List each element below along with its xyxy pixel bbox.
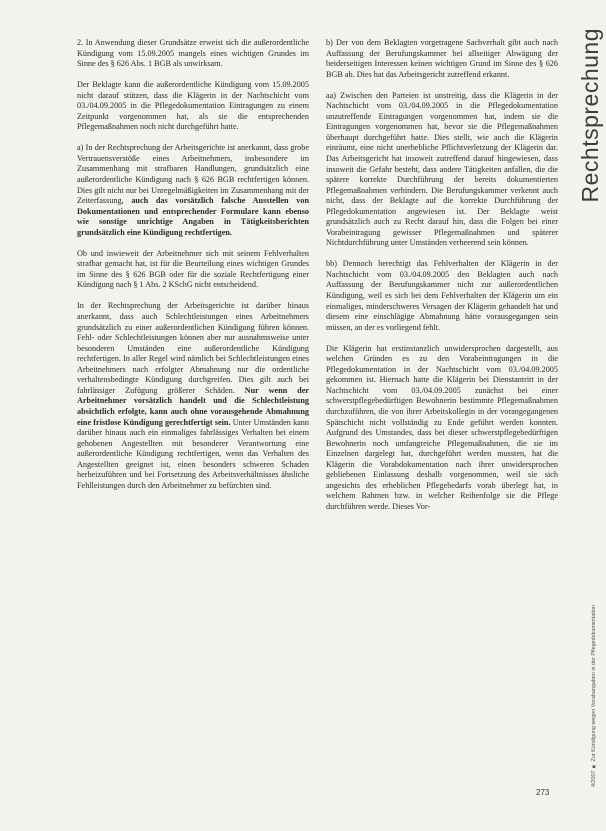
paragraph-text: a) In der Rechtsprechung der Arbeitsgerichte ist anerkannt, dass grobe Vertrauensverstöße eines Arbeitnehmers, insbesondere im Zusammenhang mit strafbaren Handlungen, grundsätzlich eine außerordentliche Kündigung nach § 626 BGB rechtfertigen können. Dies gilt nicht nur bei Unregelmäßigkeiten im Zusammenhang mit der Zeiterfassung, [77,143,309,206]
paragraph: aa) Zwischen den Parteien ist unstreitig, dass die Klägerin in der Nachtschicht vom 03./04.09.2005 in die Pflegedokumentation unzutreffende Eintragungen vorgenommen hat, indem sie die Eintragungen vorgenommen hat, bevor sie die Pflegemaßnahmen überhaupt durchgeführt hatte. Dies stellt, wie auch die Klägerin einräumt, eine nicht unerhebliche Pflichtverletzung der Klägerin dar. Das Arbeitsgericht hat insoweit zutreffend darauf hingewiesen, dass insoweit die Gefahr besteht, dass andere Tätigkeiten anfallen, die die spätere korrekte Durchführung der bereits dokumentierten Pflegemaßnahmen verhindern. Die Berufungskammer verkennt auch nicht, dass der Beklagte auf die korrekte Durchführung der Pflegedokumentation angewiesen ist. Der Beklagte weist grundsätzlich auch zu Recht darauf hin, dass die Folgen bei einer Vorabeintragung gewisser Pflegemaßnahmen und späterer Nichtdurchführung unter Umständen verheerend sein können. [326,90,558,248]
section-title: Rechtsprechung [577,28,603,203]
paragraph: Der Beklagte kann die außerordentliche Kündigung vom 15.09.2005 nicht darauf stützen, dass die Klägerin in der Nachtschicht vom 03./04.09.2005 in die Pflegedokumentation Eintragungen zu einem Zeitpunkt vorgenommen hat, als sie die entsprechenden Pflegemaßnahmen noch nicht durchgeführt hatte. [77,80,309,132]
paragraph [77,143,309,238]
footer-running-title: 4/2007 ■ Zur Kündigung wegen Vorabangaben in der Pflegedokumentation [591,605,597,787]
paragraph [77,301,309,491]
paragraph: Die Klägerin hat erstinstanzlich unwidersprochen dargestellt, aus welchen Gründen es zu den Vorabeintragungen in die Pflegedokumentation in der Nachtschicht vom 03./04.09.2005 gekommen ist. Hiernach hatte die Klägerin bei Dienstantritt in der Nachtschicht vom 03./04.09.2005 zunächst bei einer schwerstpflegebedürftigen Bewohnerin bestimmte Pflegemaßnahmen durchzuführen, die von ihrer Arbeitskollegin in der vorangegangenen Spätschicht nicht vollständig zu Ende geführt werden konnten. Aufgrund des Umstandes, dass bei dieser schwerstpflegebedürftigen Bewohnerin noch umfangreiche Pflegemaßnahmen, die sie im Einzelnen dargelegt hat, durchgeführt werden mussten, hat die Klägerin die Vorabdokumentation nach ihrer unwidersprochen gebliebenen Einlassung deshalb vorgenommen, weil sie sich angesichts des erheblichen Pflegebedarfs vorab überlegt hat, in welchem Rahmen bzw. in welcher Reihenfolge sie die Pflege durchführen werde. Dieses Vor- [326,343,558,511]
right-column [326,38,558,523]
paragraph-bold: Nur wenn der Arbeitnehmer vorsätzlich handelt und die Schlechtleistung absichtlich erfolgte, kann auch ohne vorausgehende Abmahnung eine fristlose Kündigung gerechtfertigt sein. [77,385,310,427]
paragraph: bb) Dennoch berechtigt das Fehlverhalten der Klägerin in der Nachtschicht vom 03./04.09.2005 den Beklagten auch nach Auffassung der Berufungskammer nicht zur außerordentlichen Kündigung, weil es sich bei dem Fehlverhalten der Klägerin um ein einmaliges, minderschweres Versagen der Klägerin gehandelt hat und diesem eine einschlägige Abmahnung hätte vorausgegangen sein müssen, an der es vorliegend fehlt. [326,259,558,332]
paragraph: 2. In Anwendung dieser Grundsätze erweist sich die außerordentliche Kündigung vom 15.09.2005 mangels eines wichtigen Grundes im Sinne des § 626 Abs. 1 BGB als unwirksam. [77,38,309,69]
paragraph-bold: auch das vorsätzlich falsche Ausstellen von Dokumentationen und entsprechender Formulare kann ebenso wie sonstige unrichtige Angaben in Tätigkeitsberichten grundsätzlich eine Kündigung rechtfertigen. [77,196,309,237]
paragraph: Ob und inwieweit der Arbeitnehmer sich mit seinem Fehlverhalten strafbar gemacht hat, ist für die Beurteilung eines wichtigen Grundes im Sinne des § 626 BGB oder für die soziale Rechtfertigung einer Kündigung nach § 1 Abs. 2 KSchG nicht entscheidend. [77,248,309,290]
left-column [77,38,309,502]
paragraph-text: In der Rechtsprechung der Arbeitsgerichte ist darüber hinaus anerkannt, dass auch Schlechtleistungen eines Arbeitnehmers grundsätzlich zu einer außerordentlichen Kündigung führen können. Fehl- oder Schlechtleistungen können aber nur ausnahmsweise unter besonderen Umständen eine außerordentliche Kündigung rechtfertigen. In aller Regel wird nämlich bei Schlechtleistungen eines Arbeitnehmers nach erfolgter Abmahnung nur die ordentliche verhaltensbedingte Kündigung durchgreifen. Dies gilt auch bei fahrlässiger Zufügung größerer Schäden. [77,301,309,395]
paragraph-tail: Unter Umständen kann darüber hinaus auch ein einmaliges fahrlässiges Verhalten bei einem gehobenen Angestellten mit besonderer Verantwortung eine außerordentliche Kündigung rechtfertigen, wenn das Verhalten des Angestellten geeignet ist, einen besonders schweren Schaden herbeizuführen und bei Fortsetzung des Arbeitsverhältnisses ähnliche Fehlleistungen durch den Arbeitnehmer zu befürchten sind. [77,417,309,490]
page-number: 273 [536,788,550,797]
paragraph: b) Der von dem Beklagten vorgetragene Sachverhalt gibt auch nach Auffassung der Berufungskammer bei allseitiger Abwägung der beiderseitigen Interessen keinen wichtigen Grund im Sinne des § 626 BGB ab. Dies hat das Arbeitsgericht zutreffend erkannt. [326,38,558,79]
